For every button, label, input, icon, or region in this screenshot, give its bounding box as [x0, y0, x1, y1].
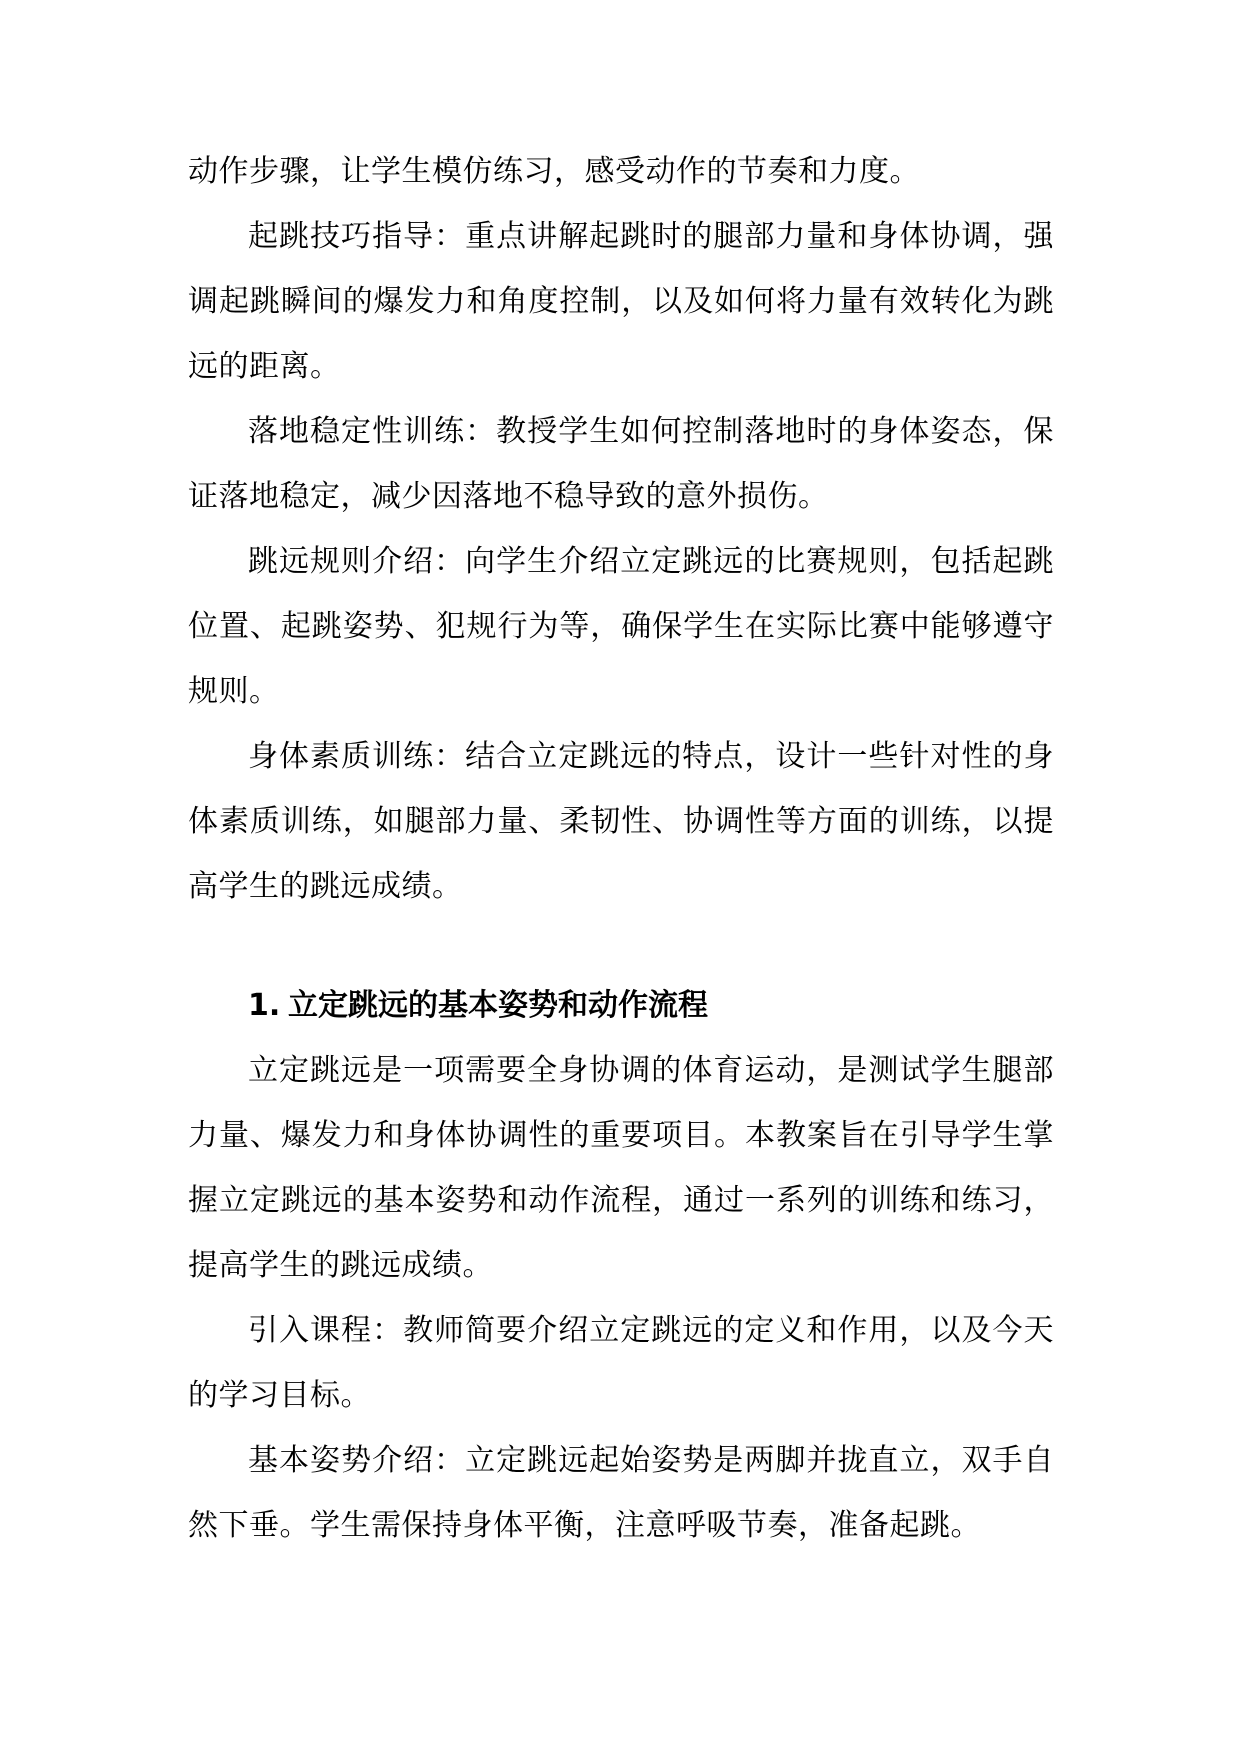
document-body [188, 139, 1054, 1558]
paragraph: 基本姿势介绍：立定跳远起始姿势是两脚并拢直立，双手自然下垂。学生需保持身体平衡，注意呼吸节奏，准备起跳。 [188, 1443, 1054, 1543]
paragraph: 引入课程：教师简要介绍立定跳远的定义和作用，以及今天的学习目标。 [188, 1313, 1054, 1413]
paragraph: 立定跳远是一项需要全身协调的体育运动，是测试学生腿部力量、爆发力和身体协调性的重要项目。本教案旨在引导学生掌握立定跳远的基本姿势和动作流程，通过一系列的训练和练习，提高学生的跳远成绩。 [188, 1053, 1054, 1283]
paragraph: 起跳技巧指导：重点讲解起跳时的腿部力量和身体协调，强调起跳瞬间的爆发力和角度控制，以及如何将力量有效转化为跳远的距离。 [188, 219, 1054, 384]
paragraph: 跳远规则介绍：向学生介绍立定跳远的比赛规则，包括起跳位置、起跳姿势、犯规行为等，确保学生在实际比赛中能够遵守规则。 [188, 544, 1054, 709]
section-heading [188, 973, 1054, 1038]
paragraph: 身体素质训练：结合立定跳远的特点，设计一些针对性的身体素质训练，如腿部力量、柔韧性、协调性等方面的训练，以提高学生的跳远成绩。 [188, 739, 1054, 904]
paragraph: 动作步骤，让学生模仿练习，感受动作的节奏和力度。 [188, 154, 920, 189]
section-number: 1. [248, 988, 281, 1023]
section-title: 立定跳远的基本姿势和动作流程 [288, 988, 708, 1023]
paragraph: 落地稳定性训练：教授学生如何控制落地时的身体姿态，保证落地稳定，减少因落地不稳导致的意外损伤。 [188, 414, 1054, 514]
section-spacer [188, 919, 1054, 973]
